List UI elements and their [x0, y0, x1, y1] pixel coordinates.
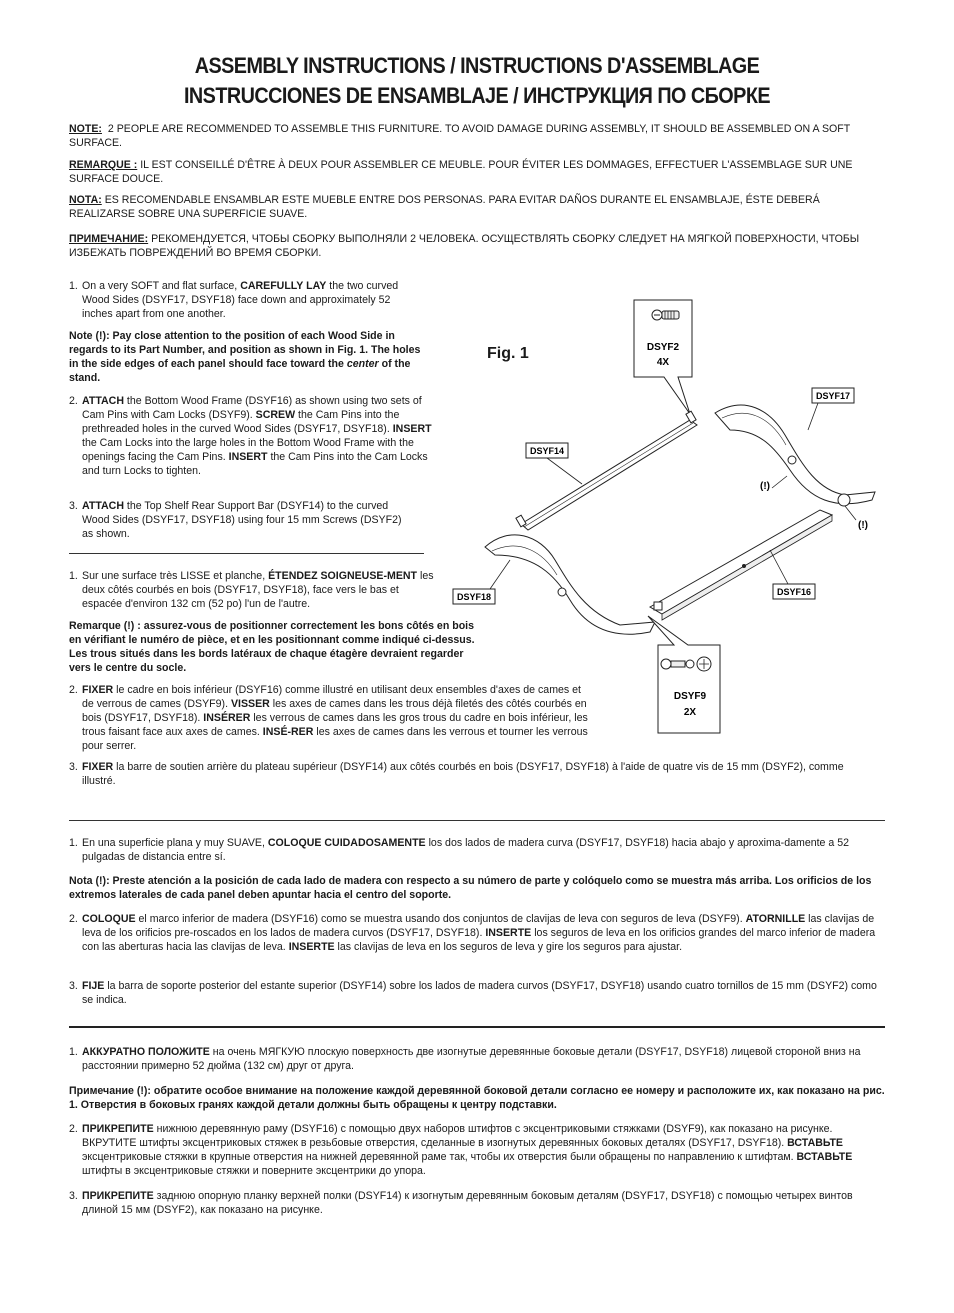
step-text-part: на очень МЯГКУЮ плоскую поверхность две изогнутые деревянные боковые детали (DSYF17, DSYF18) лицевой стороной вниз на расстоянии примерно 52 дюйма (132 см) друг от друга.	[82, 1046, 861, 1072]
leader-line	[490, 560, 510, 589]
cam-part-label: DSYF9	[673, 691, 707, 702]
en-note-warning	[69, 329, 429, 385]
part-label-dsyf16: DSYF16	[776, 587, 812, 597]
note-label: NOTA:	[69, 194, 102, 206]
step-number: 3.	[69, 980, 78, 992]
ru-note-warning	[69, 1084, 887, 1112]
note-text: IL EST CONSEILLÉ D'ÊTRE À DEUX POUR ASSEMBLER CE MEUBLE. POUR ÉVITER LES DOMMAGES, EFFECTUER L'ASSEMBLAGE SUR UNE SURFACE DOUCE.	[69, 159, 853, 185]
divider	[69, 1026, 885, 1028]
step-keyword: АККУРАТНО ПОЛОЖИТЕ	[82, 1046, 210, 1058]
bottom-frame-dsyf16	[650, 510, 832, 620]
step-text-part: the Cam Pins into the prethreaded holes in the curved Wood Sides (DSYF17, DSYF18).	[82, 409, 400, 435]
step-keyword: VISSER	[230, 698, 270, 710]
step-text-part: On a very SOFT and flat surface,	[82, 280, 241, 292]
note-spanish	[69, 193, 879, 221]
step-text	[82, 279, 409, 321]
es-note-warning	[69, 874, 879, 902]
step-keyword: SCREW	[255, 409, 296, 421]
part-label-dsyf14: DSYF14	[529, 446, 565, 456]
step-text-part: the Cam Pins into the Cam Locks and turn Locks to tighten.	[82, 451, 428, 477]
step-text-part: эксцентриковые стяжки в крупные отверстия на нижней деревянной раме так, чтобы их отверстия были обращены по направлению к штифтам.	[82, 1151, 797, 1163]
cam-qty-label: 2X	[683, 707, 697, 718]
step-keyword: INSERT	[392, 423, 432, 435]
step-number: 2.	[69, 913, 78, 925]
step-keyword: FIXER	[82, 761, 114, 773]
step-text	[82, 1122, 887, 1178]
screw-icon	[652, 310, 679, 320]
step-text	[82, 836, 887, 864]
leader-line	[770, 550, 788, 584]
note-label: REMARQUE :	[69, 159, 138, 171]
note-emphasis: center	[346, 358, 379, 370]
step-text-part: les deux côtés courbés en bois (DSYF17, DSYF18), face vers le bas et espacée d'environ 132 cm (52 po) l'un de l'autre.	[82, 570, 434, 610]
step-number: 1.	[69, 570, 78, 582]
step-keyword: FIJE	[82, 980, 105, 992]
step-text-part: la barra de soporte posterior del estante superior (DSYF14) sobre los lados de madera curvos (DSYF17, DSYF18) usando cuatro tornillos de 15 mm (DSYF2) como se indica.	[82, 980, 877, 1006]
step-text	[82, 394, 434, 478]
note-text: Nota (!): Preste atención a la posición de cada lado de madera con respecto a su número de parte y colóquelo como se muestra más arriba. Los orificios de los extremos laterales de cada panel deben apuntar hacia el centro del soporte.	[69, 875, 872, 901]
step-text-part: En una superficie plana y muy SUAVE,	[82, 837, 268, 849]
step-text	[82, 979, 887, 1007]
note-text: Примечание (!): обратите особое внимание на положение каждой деревянной боковой детали согласно ее номеру и расположите их, как показано на рис. 1. Отверстия в боковых гранях каждой детали должны быть обращены к центру подставки.	[69, 1085, 885, 1111]
step-text	[82, 912, 887, 954]
step-keyword: CAREFULLY LAY	[240, 280, 327, 292]
step-number: 2.	[69, 395, 78, 407]
title-line-2: INSTRUCCIONES DE ENSAMBLAJE / ИНСТРУКЦИЯ ПО СБОРКЕ	[183, 83, 771, 108]
step-text-part: the Bottom Wood Frame (DSYF16) as shown using two sets of Cam Pins with Cam Locks (DSYF9).	[82, 395, 422, 421]
step-number: 3.	[69, 761, 78, 773]
wood-side-dsyf17	[715, 405, 875, 506]
step-text-part: las clavijas de leva de los orificios pre-roscados en los lados de madera curvos (DSYF17, DSYF18).	[82, 913, 875, 939]
step-text	[82, 1189, 887, 1217]
step-text-part: los seguros de leva en los orificios grandes del marco inferior de madera con las aberturas hacia las clavijas de leva.	[82, 927, 876, 953]
step-keyword: INSERTE	[288, 941, 335, 953]
step-number: 1.	[69, 280, 78, 292]
es-step-2	[69, 912, 887, 954]
ru-step-1	[69, 1045, 887, 1073]
step-text-part: the two curved Wood Sides (DSYF17, DSYF18) face down and approximately 52 inches apart from one another.	[82, 280, 399, 320]
ru-step-3	[69, 1189, 887, 1217]
step-number: 3.	[69, 500, 78, 512]
title-line-1: ASSEMBLY INSTRUCTIONS / INSTRUCTIONS D'ASSEMBLAGE	[194, 53, 760, 78]
note-label: NOTE:	[69, 123, 102, 135]
step-text-part: the Top Shelf Rear Support Bar (DSYF14) to the curved Wood Sides (DSYF17, DSYF18) using four 15 mm Screws (DSYF2) as shown.	[82, 500, 402, 540]
step-number: 1.	[69, 837, 78, 849]
ru-step-2	[69, 1122, 887, 1178]
step-keyword: FIXER	[82, 684, 114, 696]
divider	[69, 820, 885, 821]
es-step-3	[69, 979, 887, 1007]
step-text-part: Sur une surface très LISSE et planche,	[82, 570, 269, 582]
note-text: 2 PEOPLE ARE RECOMMENDED TO ASSEMBLE THIS FURNITURE. TO AVOID DAMAGE DURING ASSEMBLY, IT SHOULD BE ASSEMBLED ON A SOFT SURFACE.	[69, 123, 851, 149]
step-text-part: the Cam Locks into the large holes in the Bottom Wood Frame with the openings facing the Cam Pins.	[82, 437, 414, 463]
note-french	[69, 158, 879, 186]
step-text-part: les verrous de cames dans les gros trous du cadre en bois inférieur, les trous faisant face aux axes de cames.	[82, 712, 588, 738]
step-keyword: ATORNILLE	[745, 913, 806, 925]
support-bar-dsyf14	[516, 411, 697, 530]
leader-line	[845, 506, 856, 520]
step-text-part: los dos lados de madera curva (DSYF17, DSYF18) hacia abajo y aproxima-damente a 52 pulgadas de distancia entre sí.	[82, 837, 850, 863]
screw-part-label: DSYF2	[646, 342, 680, 353]
note-text: ES RECOMENDABLE ENSAMBLAR ESTE MUEBLE ENTRE DOS PERSONAS. PARA EVITAR DAÑOS DURANTE EL ENSAMBLAJE, ÉSTE DEBERÁ REALIZARSE SOBRE UNA SUPERFICIE SUAVE.	[69, 194, 820, 220]
en-step-2	[69, 394, 434, 478]
en-step-3	[69, 499, 409, 541]
step-keyword: ПРИКРЕПИТЕ	[82, 1123, 154, 1135]
note-label: ПРИМЕЧАНИЕ:	[69, 233, 149, 245]
fr-step-3	[69, 760, 869, 788]
step-text-part: нижнюю деревянную раму (DSYF16) с помощью двух наборов штифтов с эксцентриковыми стяжками (DSYF9), как показано на рисунке. ВКРУТИТЕ штифты эксцентриковых стяжек в резьбовые отверстия, сделанные в изогнутых деревянных боковых деталях (DSYF17, DSYF18).	[82, 1123, 833, 1149]
step-text	[82, 499, 409, 541]
step-text-part: las clavijas de leva en los seguros de leva y gire los seguros para ajustar.	[334, 941, 683, 953]
note-text: РЕКОМЕНДУЕТСЯ, ЧТОБЫ СБОРКУ ВЫПОЛНЯЛИ 2 ЧЕЛОВЕКА. ОСУЩЕСТВЛЯТЬ СБОРКУ СЛЕДУЕТ НА МЯГКОЙ ПОВЕРХНОСТИ, ЧТОБЫ ИЗБЕЖАТЬ ПОВРЕЖДЕНИЙ ВО ВРЕМЯ СБОРКИ.	[69, 233, 860, 259]
step-keyword: INSÉRER	[203, 712, 251, 724]
step-number: 2.	[69, 1123, 78, 1135]
step-text	[82, 569, 434, 611]
leader-line	[808, 403, 818, 430]
step-text-part: la barre de soutien arrière du plateau supérieur (DSYF14) aux côtés courbés en bois (DSYF17, DSYF18) à l'aide de quatre vis de 15 mm (DSYF2), comme illustré.	[82, 761, 844, 787]
step-text	[82, 1045, 887, 1073]
step-keyword: COLOQUE CUIDADOSAMENTE	[267, 837, 426, 849]
step-text-part: el marco inferior de madera (DSYF16) como se muestra usando dos conjuntos de clavijas de leva con seguros de leva (DSYF9).	[135, 913, 746, 925]
es-step-1	[69, 836, 887, 864]
wood-side-dsyf18	[485, 535, 655, 634]
note-text: Note (!): Pay close attention to the position of each Wood Side in regards to its Part Number, and position as shown in Fig. 1. The holes in the side edges of each panel should face toward the	[69, 330, 421, 370]
divider	[69, 553, 424, 554]
step-keyword: INSERT	[228, 451, 268, 463]
step-keyword: INSÉ-RER	[262, 726, 314, 738]
step-keyword: INSERTE	[485, 927, 532, 939]
warning-mark: (!)	[760, 481, 770, 492]
step-keyword: ÉTENDEZ SOIGNEUSE-MENT	[268, 570, 418, 582]
note-text: Remarque (!) : assurez-vous de positionner correctement les bons côtés en bois en vérifiant le numéro de pièce, et en les positionnant comme indiqué ci-dessus. Les trous situés dans les bords latéraux de chaque étagère devraient regarder vers le centre du socle.	[69, 620, 475, 674]
step-number: 3.	[69, 1190, 78, 1202]
step-text-part: les axes de cames dans les verrous et tourner les verrous pour serrer.	[82, 726, 588, 752]
part-label-dsyf18: DSYF18	[456, 592, 492, 602]
step-keyword: ПРИКРЕПИТЕ	[82, 1190, 154, 1202]
leader-line	[547, 458, 582, 484]
warning-mark: (!)	[858, 520, 868, 531]
en-step-1	[69, 279, 409, 321]
note-russian	[69, 232, 879, 260]
step-text-part: les axes de cames dans les trous déjà filetés des côtés courbés en bois (DSYF17, DSYF18).	[82, 698, 587, 724]
step-text-part: le cadre en bois inférieur (DSYF16) comme illustré en utilisant deux ensembles d'axes de cames et de verrous de cames (DSYF9).	[82, 684, 581, 710]
step-text-part: заднюю опорную планку верхней полки (DSYF14) к изогнутым деревянным боковым деталям (DSYF17, DSYF18) с помощью четырех винтов длиной 15 мм (DSYF2), как показано на рисунке.	[82, 1190, 853, 1216]
part-label-dsyf17: DSYF17	[815, 391, 851, 401]
step-text-part: штифты в эксцентриковые стяжки и поверните эксцентрики до упора.	[82, 1165, 426, 1177]
screw-qty-label: 4X	[656, 357, 670, 368]
step-number: 1.	[69, 1046, 78, 1058]
note-english	[69, 122, 879, 150]
step-keyword: ВСТАВЬТЕ	[787, 1137, 843, 1149]
figure-label: Fig. 1	[487, 345, 529, 362]
step-text	[82, 760, 869, 788]
step-keyword: COLOQUE	[82, 913, 136, 925]
note-text: of the stand.	[69, 358, 411, 384]
leader-line	[772, 476, 787, 488]
step-keyword: ВСТАВЬТЕ	[796, 1151, 853, 1163]
step-number: 2.	[69, 684, 78, 696]
step-keyword: ATTACH	[82, 500, 124, 512]
step-keyword: ATTACH	[82, 395, 124, 407]
fr-note-warning	[69, 619, 484, 675]
fr-step-1	[69, 569, 434, 611]
assembly-diagram	[450, 295, 900, 740]
